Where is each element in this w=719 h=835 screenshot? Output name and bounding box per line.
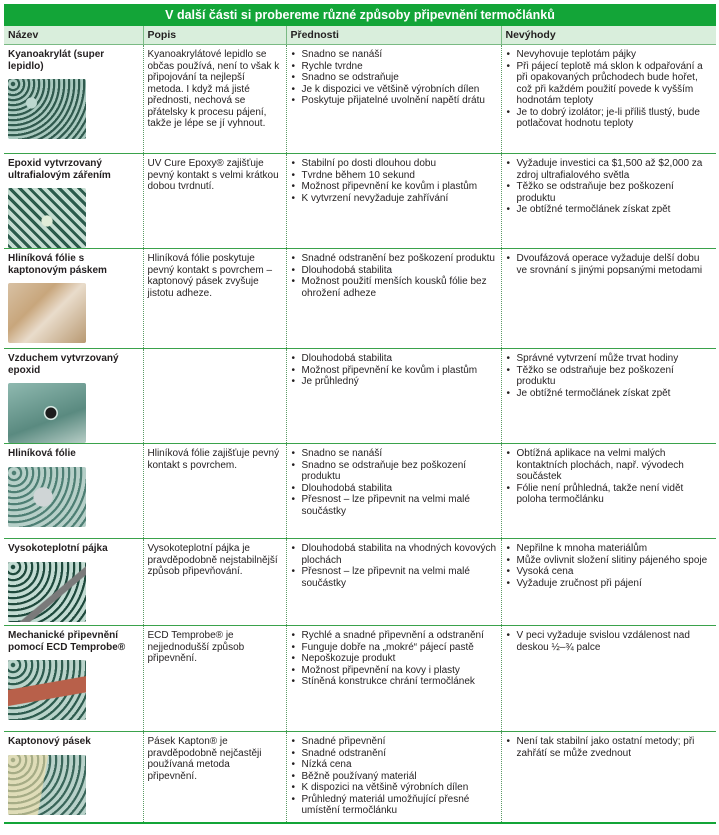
disadvantages-cell xyxy=(501,732,716,823)
list-item: • Je obtížné termočlánek získat zpět xyxy=(506,204,713,216)
method-description xyxy=(143,349,286,444)
list-item: • Fólie není průhledná, takže není vidět poloha termočlánku xyxy=(506,483,713,506)
method-photo-icon xyxy=(8,467,86,527)
list-item: • Je k dispozici ve většině výrobních dílen xyxy=(291,84,497,96)
page-title: V další části si probereme různé způsoby připevnění termočlánků xyxy=(4,4,716,26)
method-name: Hliníková fólie xyxy=(8,448,76,459)
disadvantages-cell xyxy=(501,45,716,154)
list-item: • Těžko se odstraňuje bez poškození produktu xyxy=(506,181,713,204)
list-item: • Je to dobrý izolátor; je-li příliš tlustý, bude potlačovat hodnotu teploty xyxy=(506,107,713,130)
list-item: • Vyžaduje zručnost při pájení xyxy=(506,578,713,590)
method-description: Hliníková fólie poskytuje pevný kontakt s povrchem – kaptonový pásek zvyšuje jistotu adheze. xyxy=(143,249,286,349)
list-item: • Tvrdne během 10 sekund xyxy=(291,170,497,182)
method-name: Hliníková fólie s kaptonovým páskem xyxy=(8,253,107,276)
disadvantages-cell xyxy=(501,444,716,539)
method-name: Epoxid vytvrzovaný ultrafialovým zářením xyxy=(8,158,111,181)
method-name: Vzduchem vytvrzovaný epoxid xyxy=(8,353,119,376)
header-advantages: Přednosti xyxy=(286,26,501,45)
list-item: • Není tak stabilní jako ostatní metody; při zahřátí se může zvednout xyxy=(506,736,713,759)
list-item: • Nízká cena xyxy=(291,759,497,771)
disadvantages-cell xyxy=(501,154,716,249)
list-item: • Nepřilne k mnoha materiálům xyxy=(506,543,713,555)
method-description: Kyanoakrylátové lepidlo se občas používá, není to však k připojování ta nejlepší metoda. I když má jisté přednosti, nechová se přátelsky k procesu pájení, takže je lépe se jí vyhnout. xyxy=(143,45,286,154)
disadvantages-list xyxy=(506,448,713,506)
advantages-cell xyxy=(286,154,501,249)
list-item: • Možnost připevnění ke kovům i plastům xyxy=(291,365,497,377)
method-cell xyxy=(4,444,143,539)
list-item: • K vytvrzení nevyžaduje zahřívání xyxy=(291,193,497,205)
list-item: • Běžně používaný materiál xyxy=(291,771,497,783)
disadvantages-cell xyxy=(501,349,716,444)
method-cell xyxy=(4,249,143,349)
method-cell xyxy=(4,626,143,732)
method-cell xyxy=(4,154,143,249)
table-row xyxy=(4,349,716,444)
disadvantages-cell xyxy=(501,539,716,626)
list-item: • Může ovlivnit složení slitiny pájeného spoje xyxy=(506,555,713,567)
list-item: • Přesnost – lze připevnit na velmi malé součástky xyxy=(291,566,497,589)
advantages-cell xyxy=(286,626,501,732)
list-item: • Funguje dobře na „mokré“ pájecí pastě xyxy=(291,642,497,654)
advantages-list xyxy=(291,736,497,817)
advantages-cell xyxy=(286,349,501,444)
list-item: • Stíněná konstrukce chrání termočlánek xyxy=(291,676,497,688)
list-item: • Dvoufázová operace vyžaduje delší dobu ve srovnání s jinými popsanými metodami xyxy=(506,253,713,276)
header-name: Název xyxy=(4,26,143,45)
list-item: • Je obtížné termočlánek získat zpět xyxy=(506,388,713,400)
disadvantages-cell xyxy=(501,626,716,732)
method-photo-icon xyxy=(8,79,86,139)
list-item: • Vyžaduje investici ca $1,500 až $2,000 za zdroj ultrafialového světla xyxy=(506,158,713,181)
list-item: • Dlouhodobá stabilita xyxy=(291,265,497,277)
table-row xyxy=(4,249,716,349)
disadvantages-cell xyxy=(501,249,716,349)
method-photo-icon xyxy=(8,755,86,815)
advantages-list xyxy=(291,448,497,517)
list-item: • Poskytuje přijatelné uvolnění napětí drátu xyxy=(291,95,497,107)
disadvantages-list xyxy=(506,353,713,399)
advantages-cell xyxy=(286,45,501,154)
list-item: • Snadné odstranění xyxy=(291,748,497,760)
method-name: Kyanoakrylát (super lepidlo) xyxy=(8,49,105,72)
list-item: • Možnost připevnění ke kovům i plastům xyxy=(291,181,497,193)
list-item: • Možnost použití menších kousků fólie bez ohrožení adheze xyxy=(291,276,497,299)
method-description: Vysokoteplotní pájka je pravděpodobně nejstabilnější způsob připevňování. xyxy=(143,539,286,626)
method-cell xyxy=(4,732,143,823)
list-item: • Snadné připevnění xyxy=(291,736,497,748)
advantages-list xyxy=(291,49,497,107)
table-row xyxy=(4,539,716,626)
table-row xyxy=(4,732,716,823)
disadvantages-list xyxy=(506,630,713,653)
list-item: • Nepoškozuje produkt xyxy=(291,653,497,665)
list-item: • Rychlé a snadné připevnění a odstranění xyxy=(291,630,497,642)
list-item: • Snadné odstranění bez poškození produktu xyxy=(291,253,497,265)
header-disadvantages: Nevýhody xyxy=(501,26,716,45)
list-item: • Dlouhodobá stabilita xyxy=(291,483,497,495)
list-item: • Je průhledný xyxy=(291,376,497,388)
list-item: • Správné vytvrzení může trvat hodiny xyxy=(506,353,713,365)
method-photo-icon xyxy=(8,383,86,443)
disadvantages-list xyxy=(506,736,713,759)
method-cell xyxy=(4,45,143,154)
method-name: Vysokoteplotní pájka xyxy=(8,543,108,554)
list-item: • Nevyhovuje teplotám pájky xyxy=(506,49,713,61)
list-item: • Přesnost – lze připevnit na velmi malé součástky xyxy=(291,494,497,517)
method-photo-icon xyxy=(8,660,86,720)
method-description: ECD Temprobe® je nejjednodušší způsob připevnění. xyxy=(143,626,286,732)
table-row xyxy=(4,45,716,154)
attachment-methods-table xyxy=(4,26,716,824)
advantages-list xyxy=(291,158,497,204)
method-cell xyxy=(4,349,143,444)
advantages-list xyxy=(291,543,497,589)
header-description: Popis xyxy=(143,26,286,45)
advantages-list xyxy=(291,630,497,688)
list-item: • Možnost připevnění na kovy i plasty xyxy=(291,665,497,677)
list-item: • Obtížná aplikace na velmi malých kontaktních plochách, např. vývodech součástek xyxy=(506,448,713,483)
method-photo-icon xyxy=(8,562,86,622)
table-row xyxy=(4,444,716,539)
advantages-cell xyxy=(286,539,501,626)
advantages-list xyxy=(291,353,497,388)
method-description: Hliníková fólie zajišťuje pevný kontakt s povrchem. xyxy=(143,444,286,539)
method-photo-icon xyxy=(8,283,86,343)
method-description: Pásek Kapton® je pravděpodobně nejčastěji používaná metoda připevnění. xyxy=(143,732,286,823)
disadvantages-list xyxy=(506,543,713,589)
method-name: Mechanické připevnění pomocí ECD Temprobe® xyxy=(8,630,126,653)
list-item: • Snadno se odstraňuje xyxy=(291,72,497,84)
list-item: • Dlouhodobá stabilita xyxy=(291,353,497,365)
advantages-list xyxy=(291,253,497,299)
table-row xyxy=(4,626,716,732)
list-item: • V peci vyžaduje svislou vzdálenost nad deskou ½–¾ palce xyxy=(506,630,713,653)
list-item: • K dispozici na většině výrobních dílen xyxy=(291,782,497,794)
advantages-cell xyxy=(286,732,501,823)
advantages-cell xyxy=(286,249,501,349)
list-item: • Průhledný materiál umožňující přesné umístění termočlánku xyxy=(291,794,497,817)
list-item: • Stabilní po dosti dlouhou dobu xyxy=(291,158,497,170)
list-item: • Vysoká cena xyxy=(506,566,713,578)
method-name: Kaptonový pásek xyxy=(8,736,91,747)
list-item: • Rychle tvrdne xyxy=(291,61,497,73)
list-item: • Snadno se nanáší xyxy=(291,448,497,460)
disadvantages-list xyxy=(506,253,713,276)
comparison-sheet xyxy=(4,4,716,832)
disadvantages-list xyxy=(506,158,713,216)
method-cell xyxy=(4,539,143,626)
table-row xyxy=(4,154,716,249)
method-description: UV Cure Epoxy® zajišťuje pevný kontakt s velmi krátkou dobou tvrdnutí. xyxy=(143,154,286,249)
list-item: • Snadno se nanáší xyxy=(291,49,497,61)
list-item: • Těžko se odstraňuje bez poškození produktu xyxy=(506,365,713,388)
method-photo-icon xyxy=(8,188,86,248)
advantages-cell xyxy=(286,444,501,539)
table-body xyxy=(4,45,716,823)
disadvantages-list xyxy=(506,49,713,130)
list-item: • Dlouhodobá stabilita na vhodných kovových plochách xyxy=(291,543,497,566)
list-item: • Při pájecí teplotě má sklon k odpařování a při opakovaných průchodech bude hořet, což při každém použití povede k vyšším hodnotám teploty xyxy=(506,61,713,107)
header-row xyxy=(4,26,716,45)
list-item: • Snadno se odstraňuje bez poškození produktu xyxy=(291,460,497,483)
